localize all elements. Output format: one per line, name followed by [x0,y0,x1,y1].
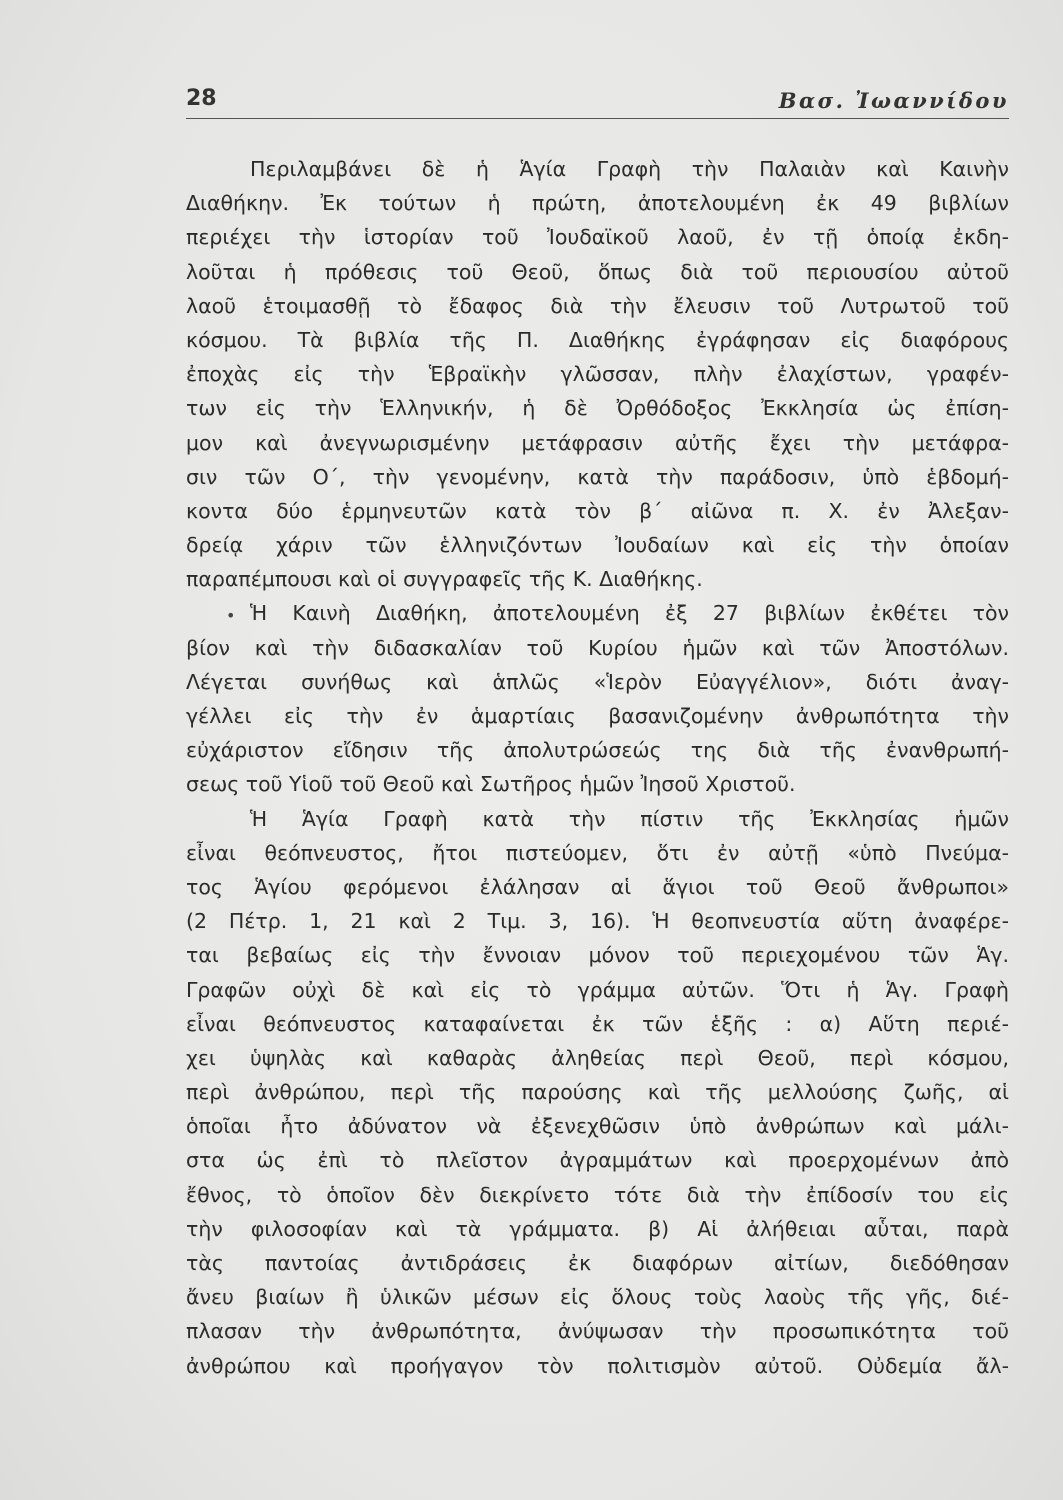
text-line: Ἡ Ἁγία Γραφὴ κατὰ τὴν πίστιν τῆς Ἐκκλησίας ἡμῶν [250,806,1009,831]
text-line: Διαθήκην. Ἐκ τούτων ἡ πρώτη, ἀποτελουμένη ἐκ 49 βιβλίων [186,191,1009,216]
page-number: 28 [186,86,217,111]
text-line: τὰς παντοίας ἀντιδράσεις ἐκ διαφόρων αἰτίων, διεδόθησαν [186,1251,1009,1275]
text-line: εὐχάριστον εἴδησιν τῆς ἀπολυτρώσεώς της διὰ τῆς ἐνανθρωπή- [186,738,1009,763]
text-line: ἔθνος, τὸ ὁποῖον δὲν διεκρίνετο τότε διὰ τὴν ἐπίδοσίν του εἰς [186,1182,1009,1207]
text-line: τος Ἁγίου φερόμενοι ἐλάλησαν αἱ ἅγιοι τοῦ Θεοῦ ἄνθρωποι» [186,874,1009,899]
text-line: μον καὶ ἀνεγνωρισμένην μετάφρασιν αὐτῆς ἔχει τὴν μετάφρα- [186,430,1009,455]
text-line: περιέχει τὴν ἱστορίαν τοῦ Ἰουδαϊκοῦ λαοῦ, ἐν τῇ ὁποίᾳ ἐκδη- [186,225,1009,250]
text-line: Γραφῶν οὐχὶ δὲ καὶ εἰς τὸ γράμμα αὐτῶν. Ὅτι ἡ Ἁγ. Γραφὴ [186,977,1009,1002]
running-head-author: Βασ. Ἰωαννίδου [778,88,1009,113]
text-line: τὴν φιλοσοφίαν καὶ τὰ γράμματα. β) Αἱ ἀλήθειαι αὗται, παρὰ [186,1216,1009,1241]
body-text [186,152,1009,1383]
text-line: σιν τῶν Ο΄, τὴν γενομένην, κατὰ τὴν παράδοσιν, ὑπὸ ἑβδομή- [186,464,1009,489]
text-line: σεως τοῦ Υἱοῦ τοῦ Θεοῦ καὶ Σωτῆρος ἡμῶν Ἰησοῦ Χριστοῦ. [186,772,796,797]
text-line: περὶ ἀνθρώπου, περὶ τῆς παρούσης καὶ τῆς μελλούσης ζωῆς, αἱ [186,1080,1009,1105]
text-line: λοῦται ἡ πρόθεσις τοῦ Θεοῦ, ὅπως διὰ τοῦ περιουσίου αὐτοῦ [186,259,1009,284]
text-line: ἀνθρώπου καὶ προήγαγον τὸν πολιτισμὸν αὐτοῦ. Οὐδεμία ἄλ- [186,1353,1009,1378]
text-line: δρείᾳ χάριν τῶν ἑλληνιζόντων Ἰουδαίων καὶ εἰς τὴν ὁποίαν [186,533,1009,558]
text-line: βίον καὶ τὴν διδασκαλίαν τοῦ Κυρίου ἡμῶν καὶ τῶν Ἀποστόλων. [186,635,1009,660]
text-line: παραπέμπουσι καὶ οἱ συγγραφεῖς τῆς Κ. Διαθήκης. [186,567,703,592]
header-rule [186,118,1009,119]
text-line: στα ὡς ἐπὶ τὸ πλεῖστον ἀγραμμάτων καὶ προερχομένων ἀπὸ [186,1148,1009,1173]
text-line: Περιλαμβάνει δὲ ἡ Ἁγία Γραφὴ τὴν Παλαιὰν καὶ Καινὴν [250,157,1009,181]
text-line: εἶναι θεόπνευστος καταφαίνεται ἐκ τῶν ἑξῆς : α) Αὕτη περιέ- [186,1011,1009,1036]
text-line: λαοῦ ἑτοιμασθῇ τὸ ἔδαφος διὰ τὴν ἔλευσιν τοῦ Λυτρωτοῦ τοῦ [186,293,1009,318]
text-line: ὁποῖαι ἦτο ἀδύνατον νὰ ἐξενεχθῶσιν ὑπὸ ἀνθρώπων καὶ μάλι- [186,1114,1009,1139]
text-line: κόσμου. Τὰ βιβλία τῆς Π. Διαθήκης ἐγράφησαν εἰς διαφόρους [186,327,1009,352]
margin-dot-icon: • [226,606,236,625]
text-line: κοντα δύο ἑρμηνευτῶν κατὰ τὸν β΄ αἰῶνα π. Χ. ἐν Ἀλεξαν- [186,498,1009,523]
text-line: γέλλει εἰς τὴν ἐν ἁμαρτίαις βασανιζομένην ἀνθρωπότητα τὴν [186,704,1009,728]
text-line: των εἰς τὴν Ἑλληνικήν, ἡ δὲ Ὀρθόδοξος Ἐκκλησία ὡς ἐπίση- [186,396,1009,421]
text-line: (2 Πέτρ. 1, 21 καὶ 2 Τιμ. 3, 16). Ἡ θεοπνευστία αὕτη ἀναφέρε- [186,909,1009,934]
text-line: πλασαν τὴν ἀνθρωπότητα, ἀνύψωσαν τὴν προσωπικότητα τοῦ [186,1319,1009,1344]
page-header [186,84,1009,118]
text-line: Ἡ Καινὴ Διαθήκη, ἀποτελουμένη ἐξ 27 βιβλίων ἐκθέτει τὸν [250,601,1009,626]
text-line: εἶναι θεόπνευστος, ἤτοι πιστεύομεν, ὅτι ἐν αὐτῇ «ὑπὸ Πνεύμα- [186,840,1009,865]
text-line: ἐποχὰς εἰς τὴν Ἑβραϊκὴν γλῶσσαν, πλὴν ἐλαχίστων, γραφέν- [186,362,1009,387]
text-line: χει ὑψηλὰς καὶ καθαρὰς ἀληθείας περὶ Θεοῦ, περὶ κόσμου, [186,1045,1009,1070]
text-line: ται βεβαίως εἰς τὴν ἔννοιαν μόνον τοῦ περιεχομένου τῶν Ἁγ. [186,943,1009,968]
text-line: ἄνευ βιαίων ἢ ὑλικῶν μέσων εἰς ὅλους τοὺς λαοὺς τῆς γῆς, διέ- [186,1285,1009,1310]
text-line: Λέγεται συνήθως καὶ ἁπλῶς «Ἱερὸν Εὐαγγέλιον», διότι ἀναγ- [186,669,1009,694]
